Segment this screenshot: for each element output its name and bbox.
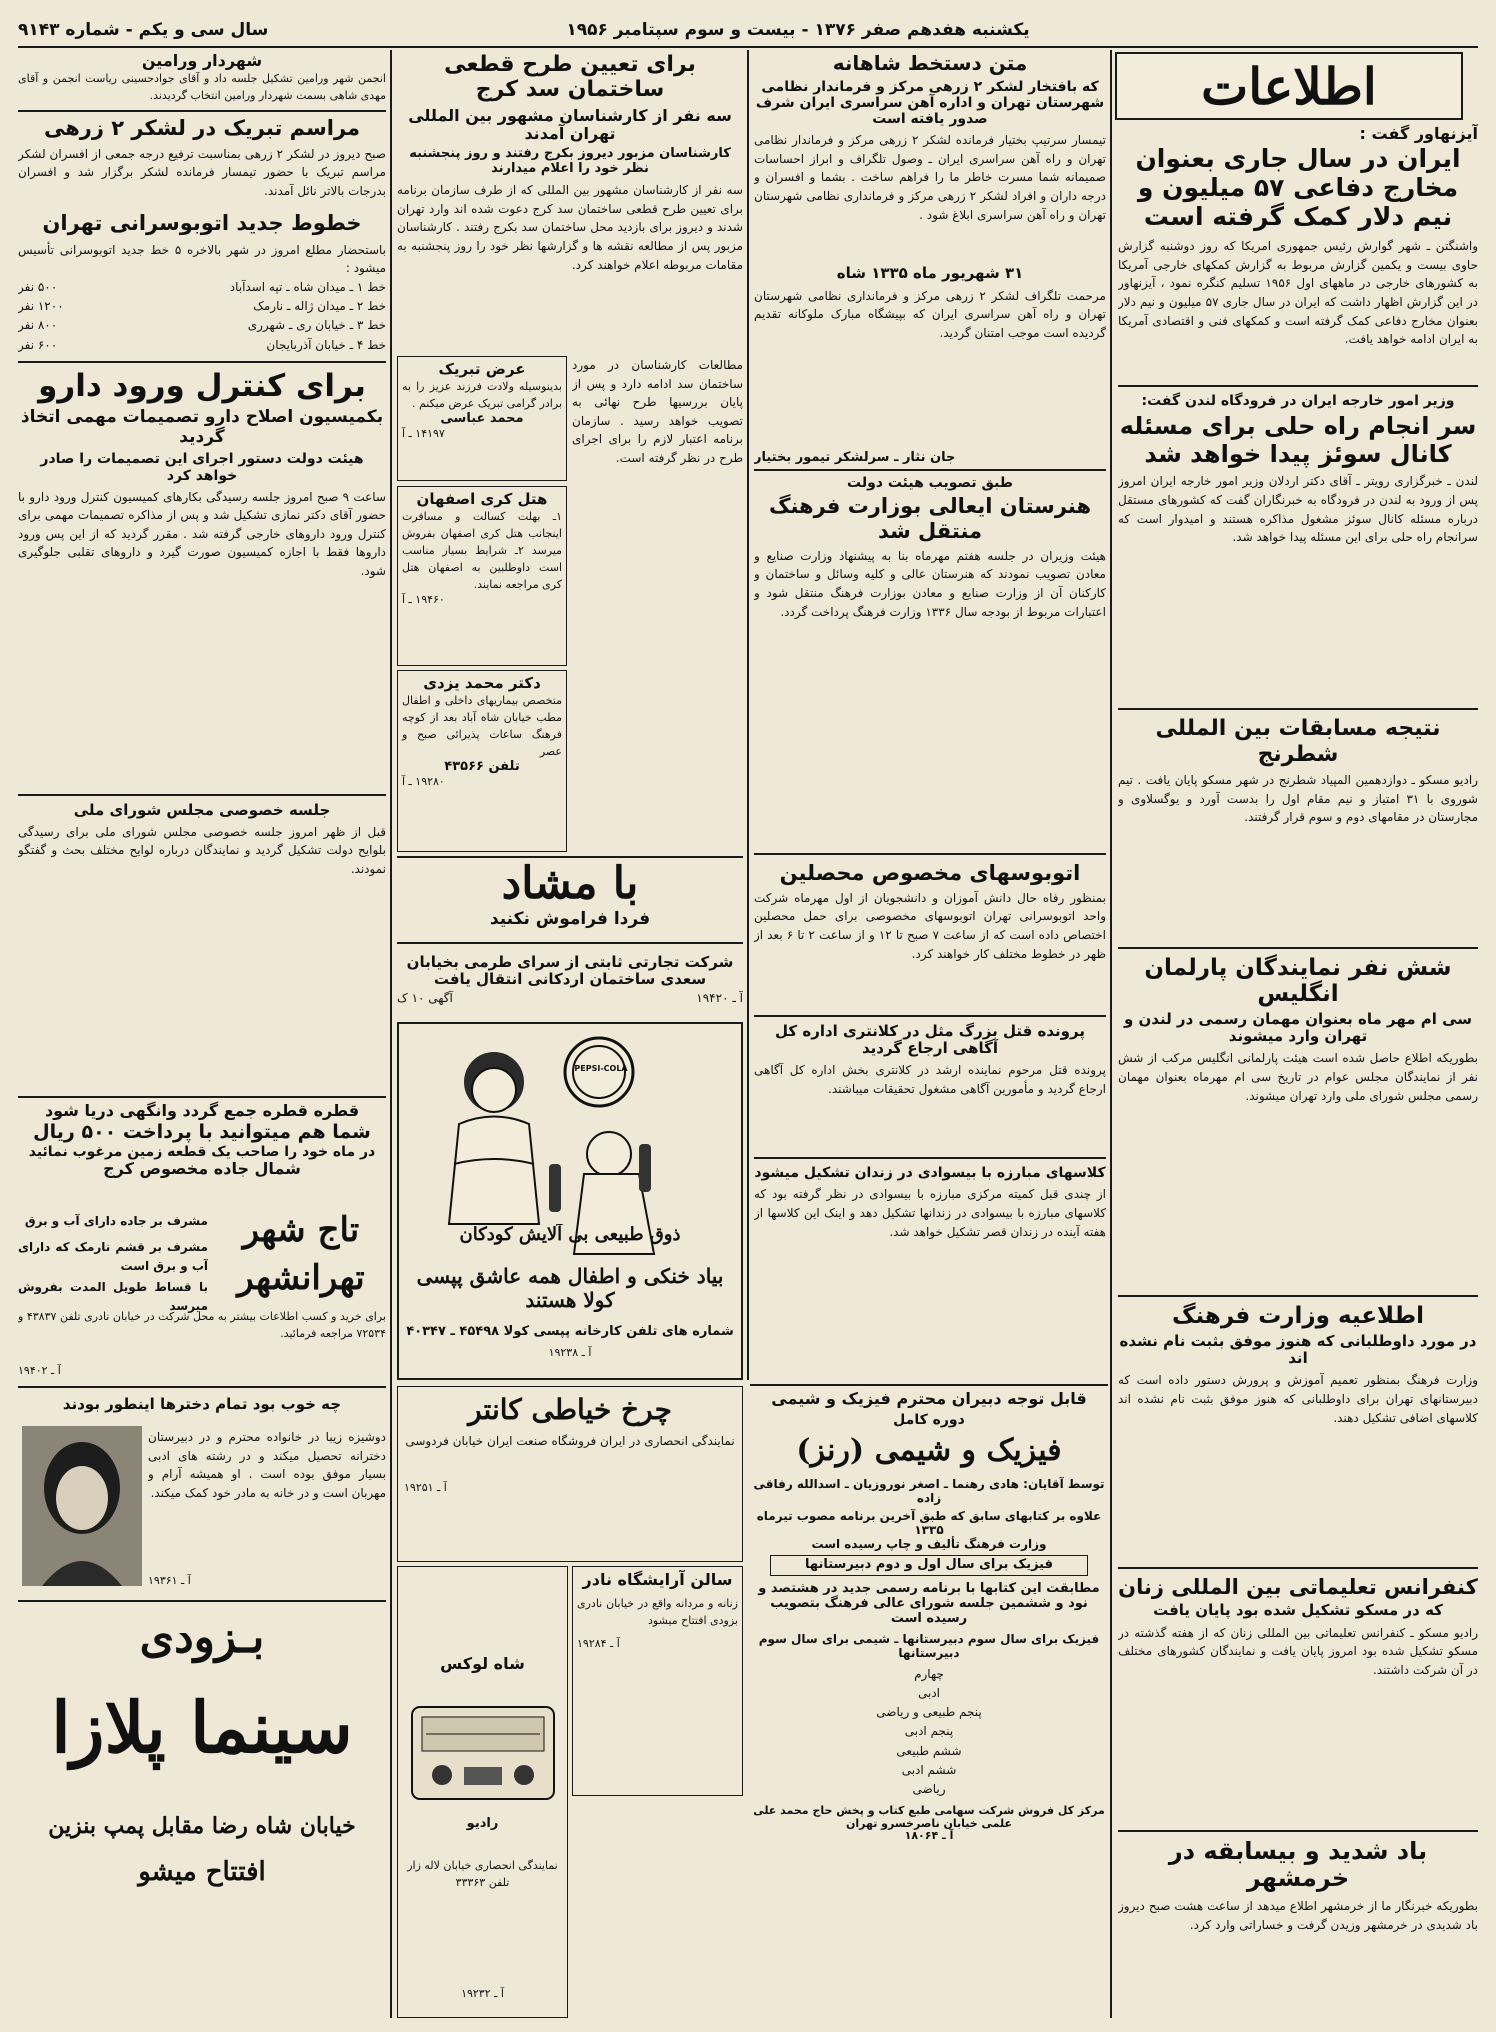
column-rule [747,50,749,1380]
headline: جلسه خصوصی مجلس شورای ملی [73,800,331,819]
headline: باد شدید و بیسابقه در خرمشهر [1168,1836,1428,1893]
headline: نتیجه مسابقات بین المللی شطرنج [1155,716,1441,767]
ad-headline: قطره قطره جمع گردد وانگهی دریا شود [44,1101,360,1120]
divider [754,1157,1106,1159]
ad-title: شاه لوکس [440,1654,525,1673]
ad-name: محمد عباسی [440,411,524,427]
sewing-machine-ad [397,1386,743,1562]
article-body: هیئت وزیران در جلسه هفتم مهرماه بنا به پیشنهاد وزارت صنایع و معادن تصویب نمودند که هنرستان عالی و کلیه وسائل و ساختمان و کارکنان آن از وزارت صنایع و معادن بوزارت فرهنگ منتقل شود و اعتبارات مربوط از بودجه سال ۱۳۳۶ وزارت فرهنگ پرداخت گردد. [754,548,1106,619]
ad-top: بـزودی [139,1612,265,1663]
headline: اتوبوسهای مخصوص محصلین [779,860,1081,885]
article-body: از چندی قبل کمیته مرکزی مبارزه با بیسوادی در نظر گرفته بود که کلاسهای مبارزه با بیسوادی در زندانها تشکیل دهد و اینک این کلاسها از هفته آینده در زندان قصر تشکیل خواهد شد. [754,1187,1106,1239]
ad-text: با قساط طویل المدت بفروش میرسد [18,1280,208,1313]
article-body: پرونده قتل مرحوم نماینده ارشد در کلانتری بخش اداره کل آگاهی ارجاع گردید و مأمورین آگاهی مشغول تحقیقات میباشند. [754,1063,1106,1096]
bus-capacity: ۵۰۰ نفر [18,279,58,294]
bus-route: خط ۳ ـ خیابان ری ـ شهرری [247,318,386,333]
ad-title: سالن آرایشگاه نادر [582,1570,733,1589]
headline: کنفرانس تعلیماتی بین المللی زنان [1118,1575,1478,1600]
article-body: وزارت فرهنگ بمنظور تعمیم آموزش و پرورش دستور داده است که دبیرستانهای تهران برای داوطلبانی که هنوز موفق بثبت نام نشده اند کلاسهای اضافی تشکیل دهند. [1118,1373,1478,1425]
article-body: سه نفر از کارشناسان مشهور بین المللی که از طرف سازمان برنامه برای تعیین طرح قطعی ساختمان سد کرج دعوت شده اند وارد تهران شدند و دیروز برای بازدید محل ساختمان سد بکرج رفتند . کارشناسان مزبور پس از مطالعه نقشه ها و گزارشها نظر خود را روز پنجشنبه به مقامات مربوطه اعلام خواهند کرد. [397,183,743,272]
ad-text: شرکت تجارتی ثابتی از سرای طرمی بخیابان سعدی ساختمان اردکانی انتقال یافت [406,953,734,989]
headline: پرونده قتل بزرگ مثل در کلانتری اداره کل آگاهی ارجاع گردید [775,1021,1085,1058]
subheadline: سه نفر از کارشناسان مشهور بین المللی تهران آمدند [408,105,732,143]
ad-text: برای خرید و کسب اطلاعات بیشتر به محل شرکت در خیابان نادری تلفن ۴۳۸۳۷ و ۷۲۵۳۴ مراجعه فرمائید. [18,1310,386,1341]
ad-section: فیزیک برای سال اول و دوم دبیرستانها [770,1555,1088,1576]
ad-subtitle: فردا فراموش نکنید [489,909,651,929]
divider [1118,1830,1478,1832]
column-1 [1118,124,1478,2020]
ad-list [750,1665,1108,1799]
divider [1118,1295,1478,1297]
subheadline: کارشناسان مزبور دیروز بکرج رفتند و روز پنجشنبه نظر خود را اعلام میدارند [409,146,731,177]
ad-phone: تلفن ۴۳۵۶۶ [444,759,520,775]
ad-text: مشرف بر جاده دارای آب و برق [24,1214,208,1228]
list-item: ریاضی [912,1781,946,1796]
ad-big-title: تهرانشهر [237,1258,365,1298]
list-item: پنجم طبیعی و ریاضی [876,1705,982,1720]
article-body: رادیو مسکو ـ دوازدهمین المپیاد شطرنج در شهر مسکو پایان یافت . تیم شوروی با ۳۱ امتیاز و نیم مقام اول را بدست آورد و یوگسلاوی و مجارستان در مقامهای دوم و سوم قرار گرفتند. [1118,773,1478,825]
ad-codes [397,989,743,1008]
ad-text: زنانه و مردانه واقع در خیابان نادری بزودی افتتاح میشود [577,1597,738,1628]
ad-headline: شما هم میتوانید با پرداخت ۵۰۰ ریال [33,1121,371,1144]
article-body: تیمسار سرتیپ بختیار فرمانده لشکر ۲ زرهی مرکز و فرماندار نظامی تهران و راه آهن سراسری ایران ـ وصول تلگراف و ابراز احساسات صمیمانه شما مسرت خاطر ما را فراهم ساخت . بشما و افسران و درجه داران و افراد لشکر ۲ زرهی مرکز و فرمانداری نظامی شهرستان تهران و راه آهن سراسری ابلاغ شود . [754,133,1106,222]
divider [1118,947,1478,949]
headline: ایران در سال جاری بعنوان مخارج دفاعی ۵۷ میلیون و نیم دلار کمک گرفته است [1135,144,1461,231]
ad-headline: شمال جاده مخصوص کرج [103,1159,301,1179]
article-body: صبح دیروز در لشکر ۲ زرهی بمناسبت ترفیع درجه جمعی از افسران لشکر مراسم تبریک با حضور تیمسار فرمانده لشکر برگزار شد و افسران بدرجات بالاتر نائل آمدند. [18,146,386,198]
article-body: واشنگتن ـ شهر گوارش رئیس جمهوری امریکا که روز دوشنبه گزارش حاوی بیست و یکمین گزارش مربوط به گزارش کمکهای خارجی آمریکا به کشورهای خارجی در ماههای اول ۱۹۵۶ تسلیم کنگره نمود ، آیزنهاور در این گزارش اظهار داشت که ایران در سال جاری ۵۷ میلیون و نیم دلار بعنوان مخارج دفاعی کمک گرفته است و کمکهای فنی و اقتصادی آمریکا به ایران ادامه خواهد یافت. [1118,239,1478,347]
list-item: ادبی [917,1686,941,1700]
headline: مراسم تبریک در لشکر ۲ زرهی [43,116,361,141]
ad-text: وزارت فرهنگ تألیف و چاپ رسیده است [811,1536,1047,1551]
ad-text: دوشیزه زیبا در خانواده محترم و در دبیرستان دخترانه تحصیل میکند و در رشته های ادبی بسیار موفق بوده است . او همیشه آرام و مهربان است و در خانه به مادر خود کمک میکند. [148,1430,386,1500]
bus-line [18,336,386,355]
radio-label: رادیو [466,1817,499,1831]
ad-text: بدینوسیله ولادت فرزند عزیز را به برادر گرامی تبریک عرض میکنم . [402,380,562,411]
royal-date: ۳۱ شهریور ماه ۱۳۳۵ شاه [836,264,1024,283]
article-body: ساعت ۹ صبح امروز جلسه رسیدگی بکارهای کمیسیون کنترل ورود دارو با حضور آقای دکتر نمازی تشکیل شد و پس از مذاکره تصمیمات مهمی برای کنترل ورود داروهای خارجی گرفته شد . مقرر گردید که از این پس ورود داروها فقط با اجازه کمیسیون صورت گیرد و داروهای تقلبی جلوگیری شود. [18,489,386,578]
bus-capacity: ۸۰۰ نفر [18,318,58,333]
ad-kicker: دوره کامل [893,1412,965,1429]
ad-subtitle: خیابان شاه رضا مقابل پمپ بنزین [48,1813,356,1839]
bus-line [18,316,386,335]
congrats-ad [397,356,567,481]
radio-ad [397,1566,568,2018]
logo-text: اطلاعات [1201,57,1377,116]
bamshad-ad [397,856,743,944]
child-figure [587,1132,631,1176]
list-item: پنجم ادبی [904,1724,954,1739]
ad-code: آگهی ۱۰ ک [397,990,453,1005]
headline: برای کنترل ورود دارو [38,367,366,404]
ad-title: دکتر محمد یزدی [423,674,541,692]
pepsi-phones: شماره های تلفن کارخانه پپسی کولا ۴۵۴۹۸ ـ ۴۰۳۴۷ [406,1324,734,1339]
headline: خطوط جدید اتوبوسرانی تهران [42,210,362,235]
subheadline: در مورد داوطلبانی که هنوز موفق بثبت نام نشده اند [1119,1331,1477,1368]
article-body: لندن ـ خبرگزاری رویتر ـ آقای دکتر اردلان وزیر امور خارجه ایران امروز پس از ورود به لندن در فرودگاه به خبرنگاران گفت که کشورهای مستقل درباره مسئله کانال سوئز مشغول مذاکره هستند و امیدوار است که سرانجام راه حلی برای این مسئله پیدا خواهد شد. [1118,474,1478,545]
divider [754,469,1106,471]
ad-code: آ ـ ۱۹۲۳۸ [548,1346,592,1359]
kicker: طبق تصویب هیئت دولت [847,475,1013,492]
issue-number: سال سی و یکم - شماره ۹۱۴۳ [18,20,269,40]
headline: شهردار ورامین [141,52,263,70]
headline: سر انجام راه حلی برای مسئله کانال سوئز پیدا خواهد شد [1119,412,1477,468]
column-rule [1110,50,1112,2018]
kicker: وزیر امور خارجه ایران در فرودگاه لندن گفت: [1141,393,1455,410]
ad-code: ۱۹۴۶۰ ـ آ [402,593,445,607]
article-body: مطالعات کارشناسان در مورد ساختمان سد ادامه دارد و پس از پایان بررسیها طرح نهائی به تصویب خواهد رسید . سازمان برنامه اعتبار لازم را برای اجرای طرح در نظر گرفته است. [572,358,743,465]
ad-code: آ ـ ۱۹۳۶۱ [148,1574,191,1587]
ad-headline: قابل توجه دبیران محترم فیزیک و شیمی [771,1389,1087,1408]
bus-line [18,297,386,316]
physics-book-ad [750,1384,1108,2020]
subheadline: که در مسکو تشکیل شده بود پایان یافت [1153,1601,1443,1620]
ad-headline: چه خوب بود تمام دخترها اینطور بودند [62,1395,342,1413]
bus-route: خط ۱ ـ میدان شاه ـ تپه اسدآباد [229,279,386,294]
ad-big-title: چرخ خیاطی کانتر [468,1393,672,1426]
dateline: یکشنبه هفدهم صفر ۱۳۷۶ - بیست و سوم سپتامبر ۱۹۵۶ [566,20,1030,40]
divider [18,361,386,363]
list-item: ششم ادبی [901,1762,957,1777]
ad-subtitle: افتتاح میشو [138,1857,266,1887]
bus-route: خط ۴ ـ خیابان آذربایجان [266,337,386,352]
ad-big-title: تاج شهر [242,1210,360,1250]
karaj-dam-article [397,52,743,352]
bottle-icon [639,1144,651,1192]
ad-list-head: فیزیک برای سال سوم دبیرستانها ـ شیمی برای سال سوم دبیرستانها [758,1632,1100,1661]
pepsi-slogan: ذوق طبیعی بی آلایش کودکان [459,1224,681,1245]
ad-code: ۱۹۲۸۰ ـ آ [402,775,445,789]
headline: متن دستخط شاهانه [832,52,1028,75]
ad-code: آ ـ ۱۹۲۵۱ [404,1480,447,1494]
ad-big-title: فیزیک و شیمی (رنز) [796,1433,1062,1469]
ad-title: عرض تبریک [438,360,526,378]
land-ad [18,1096,386,1388]
radio-icon [408,1697,558,1807]
ad-title: هتل کری اصفهان [416,490,548,508]
ad-big-title: با مشاد [501,858,639,909]
article-body: باستحضار مطلع امروز در شهر بالاخره ۵ خط جدید اتوبوسرانی تأسیس میشود : [18,242,386,276]
signature-line: جان نثار ـ سرلشکر تیمور بختیار [754,449,956,465]
ad-text: متخصص بیماریهای داخلی و اطفال مطب خیابان شاه آباد بعد از کوچه فرهنگ ساعات پذیرائی صبح و عصر [402,694,562,759]
dam-continuation [572,356,743,852]
column-rule [390,50,392,2018]
article-body: بطوریکه اطلاع حاصل شده است هیئت پارلمانی انگلیس مرکب از شش نفر از نمایندگان مجلس عوام در تاریخ سی ام مهرماه بعنوان مهمان رسمی مجلس شورای ملی وارد تهران میشوند. [1118,1051,1478,1103]
list-item: چهارم [914,1666,944,1681]
divider [18,110,386,112]
bus-capacity: ۱۲۰۰ نفر [18,299,64,314]
company-move-ad [397,948,743,1018]
subheadline: هیئت دولت دستور اجرای این تصمیمات را صادر خواهد کرد [40,451,364,484]
portrait-ad [18,1392,386,1602]
column-2 [754,52,1106,1378]
headline: شش نفر نمایندگان پارلمان انگلیس [1144,955,1452,1008]
bus-line [18,278,386,297]
ad-text: نمایندگی انحصاری در ایران فروشگاه صنعت ایران خیابان فردوسی [405,1434,735,1448]
cinema-plaza-ad [18,1606,386,2018]
ad-text: ۱ـ بهلت کسالت و مسافرت اینجانب هتل کری اصفهان بفروش میرسد ۲ـ شرایط بسیار مناسب است داوطلبین به اصفهان هتل کری مراجعه نمایند. [402,510,562,592]
ad-code: آ ـ ۱۹۴۲۰ [696,990,743,1005]
headline: اطلاعیه وزارت فرهنگ [1171,1303,1425,1330]
divider [18,794,386,796]
subheadline: سی ام مهر ماه بعنوان مهمان رسمی در لندن و تهران وارد میشوند [1123,1009,1473,1046]
pepsi-ad [397,1022,743,1380]
ad-big-title: سینما پلازا [51,1686,353,1769]
headline: برای تعیین طرح قطعی ساختمان سد کرج [444,52,696,103]
column-4 [18,52,386,1092]
ad-text: مشرف بر قشم نارمک که دارای آب و برق است [18,1240,208,1273]
subheadline: بکمیسیون اصلاح دارو تصمیمات مهمی اتخاذ گردید [20,407,384,447]
ad-text: علاوه بر کتابهای سابق که طبق آخرین برنامه مصوب تیرماه ۱۳۳۵ [756,1509,1102,1537]
divider [1118,1567,1478,1569]
ad-code: آ ـ ۱۹۲۸۴ [577,1637,620,1651]
ad-headline: در ماه خود را صاحب یک قطعه زمین مرغوب نمائید [28,1144,376,1161]
divider [754,853,1106,855]
article-body: بمنظور رفاه حال دانش آموزان و دانشجویان از اول مهرماه شرکت واحد اتوبوسرانی تهران اتوبوسهای مخصوصی برای حمل محصلین اختصاص داده است که از ساعت ۷ صبح تا ۱۲ و از ساعت ۲ تا ۶ بعد از ظهر در خطوط مختلف کار خواهند کرد. [754,890,1106,961]
ad-text: نمایندگی انحصاری خیابان لاله زار تلفن ۳۳۳۶۳ [407,1859,558,1890]
divider [754,1015,1106,1017]
pepsi-tag: PEPSI-COLA [574,1064,628,1073]
bus-route: خط ۲ ـ میدان ژاله ـ نارمک [253,299,386,314]
article-body: بطوریکه خبرنگار ما از خرمشهر اطلاع میدهد از ساعت هشت صبح دیروز باد شدیدی در خرمشهر وزیدن گرفت و خساراتی وارد کرد. [1118,1898,1478,1932]
article-body: رادیو مسکو ـ کنفرانس تعلیماتی بین المللی زنان که از هفته گذشته در مسکو تشکیل شده بود امروز پایان یافت و نمایندگان کشورهای مختلف در آن شرکت داشتند. [1118,1625,1478,1677]
kicker: آیزنهاور گفت : [1359,124,1478,143]
newspaper-logo [1115,52,1463,120]
ad-code: آ ـ ۱۹۲۳۲ [461,1987,504,2000]
article-body: انجمن شهر ورامین تشکیل جلسه داد و آقای جوادحسینی ریاست انجمن و آقای مهدی شاهی بسمت شهردار ورامین انتخاب گردیدند. [18,72,386,103]
ad-authors: توسط آقایان: هادی رهنما ـ اصغر نوروزیان ـ اسدالله رفاقی زاده [753,1477,1105,1506]
ad-code: ۱۴۱۹۷ ـ آ [402,427,445,441]
headline: هنرستان ایعالی بوزارت فرهنگ منتقل شد [768,494,1092,543]
ad-footer: مرکز کل فروش شرکت سهامی طبع کتاب و پخش حاج محمد علی علمی خیابان ناصرخسرو تهران [753,1804,1105,1830]
barber-ad [572,1566,743,1796]
portrait-photo [22,1426,142,1586]
doctor-ad [397,670,567,852]
pepsi-main: بیاد خنکی و اطفال همه عاشق پپسی کولا هستند [416,1264,724,1312]
dateline-bar [18,14,1478,48]
headline: کلاسهای مبارزه با بیسوادی در زندان تشکیل میشود [754,1165,1106,1182]
ad-code: آ ـ ۱۹۴۰۲ [18,1364,61,1377]
hotel-ad [397,486,567,666]
list-item: ششم طبیعی [896,1743,962,1758]
subheadline: که بافتخار لشکر ۲ زرهی مرکز و فرماندار نظامی شهرستان تهران و اداره آهن سراسری ایران شرف صدور یافته است [755,79,1105,128]
divider [1118,385,1478,387]
bottle-icon [549,1164,561,1212]
article-body: قبل از ظهر امروز جلسه خصوصی مجلس شورای ملی برای رسیدگی بلوایح دولت تشکیل گردید و نمایندگان درباره لوایح مختلف بحث و گفتگو نمودند. [18,824,386,877]
ad-code: آ ـ ۱۸۰۶۴ [904,1829,954,1843]
article-body: مرحمت تلگراف لشکر ۲ زرهی مرکز و فرمانداری نظامی شهرستان تهران و راه آهن سراسری ایران که بپیشگاه مبارک ملوکانه تقدیم گردیده است موجب امتنان گردید. [754,288,1106,340]
bus-capacity: ۶۰۰ نفر [18,337,58,352]
ad-section: مطابقت این کتابها با برنامه رسمی جدید در هشتصد و نود و ششمین جلسه شورای عالی فرهنگ بتصویب رسیده است [758,1581,1100,1627]
divider [1118,708,1478,710]
